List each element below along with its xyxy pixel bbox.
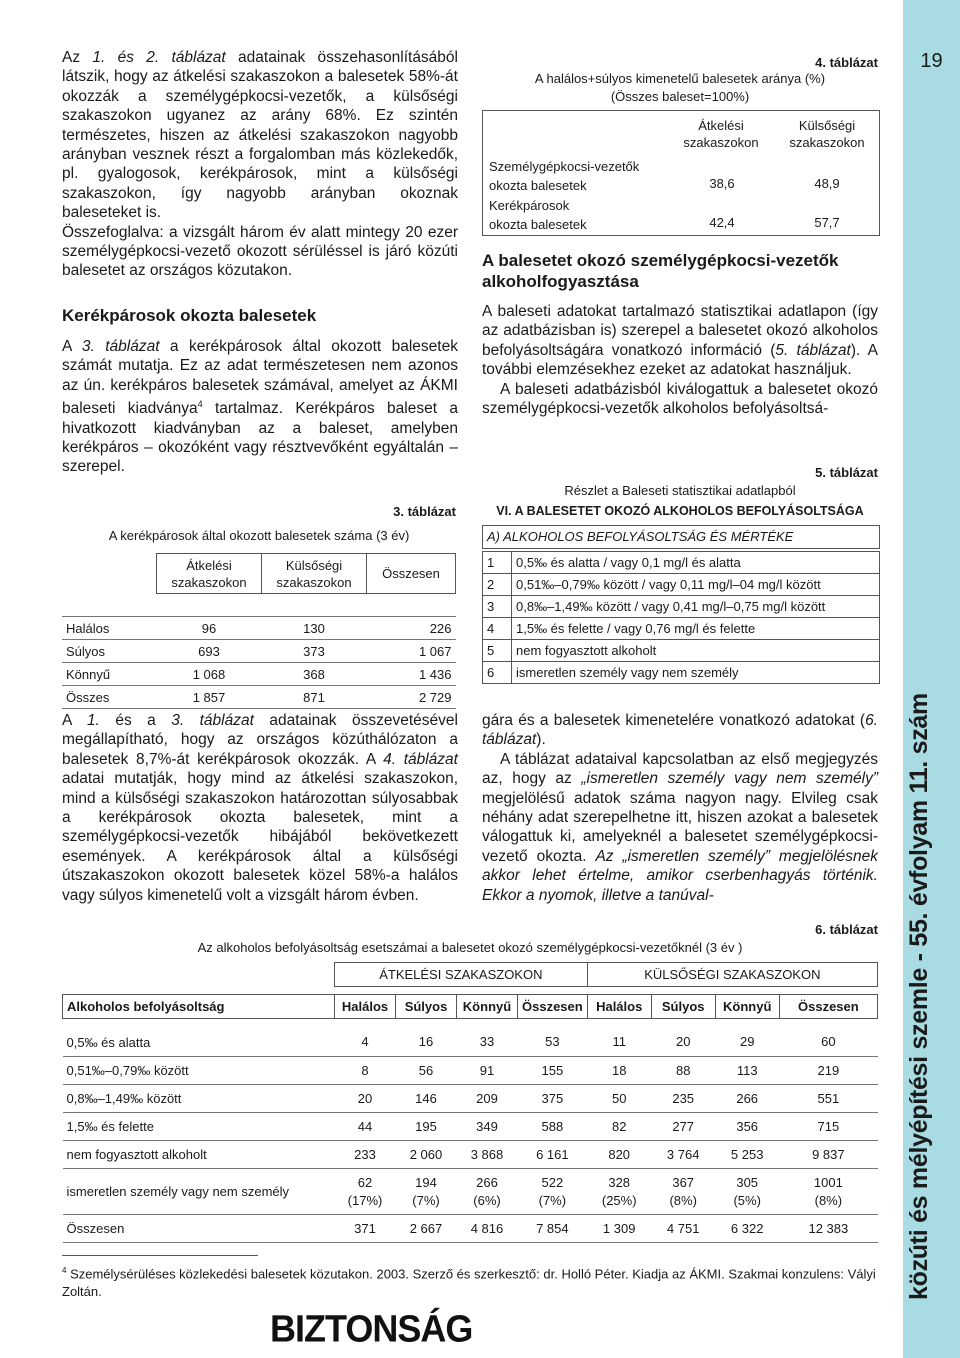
table-row [63,1169,878,1215]
table4-cell: 38,6 [709,176,735,191]
table6-group: KÜLSŐSÉGI SZAKASZOKON [587,963,877,987]
table6-cell: 375 [518,1085,588,1113]
table6-cell: 29 [715,1029,779,1057]
table6-cell: 522 (7%) [518,1169,588,1215]
table6-cell: 1001 (8%) [779,1169,877,1215]
table4-cell: 42,4 [709,215,735,230]
table6 [62,962,878,1243]
table6-row-label: 0,5‰ és alatta [63,1029,335,1057]
table6-cell: 1 309 [587,1215,651,1243]
table6-cell: 367 (8%) [651,1169,715,1215]
table3-header: Átkelési szakaszokon [157,554,262,594]
table6-cell: 233 [335,1141,396,1169]
table6-cell: 88 [651,1057,715,1085]
table6-cell: 18 [587,1057,651,1085]
table4-cell: 48,9 [814,176,840,191]
table-row: Súlyos 693 373 1 067 [62,640,456,663]
footnote-rule [62,1255,258,1256]
table6-cell: 266 (6%) [457,1169,518,1215]
table3-number: 3. táblázat [393,504,456,519]
table-row: Összes 1 857 871 2 729 [62,686,456,709]
paragraph: gára és a balesetek kimenetelére vonatkozó adatokat (6. táblázat). [482,712,878,749]
journal-title-vertical: közúti és mélyépítési szemle - 55. évfolyam 11. szám [905,693,933,1300]
table6-row-label: ismeretlen személy vagy nem személy [63,1169,335,1215]
table6-row-label: 0,51‰–0,79‰ között [63,1057,335,1085]
lower-left-paragraph [62,711,458,905]
table6-cell: 20 [335,1085,396,1113]
paragraph: A 3. táblázat a kerékpárosok által okozott balesetek számát mutatja. Ez az adat természetesen nem azonos az ún. kerékpáros balesetek számával, amelyet az ÁKMI baleseti kiadványa$^4$ tartalmaz. Kerékpáros baleset a hivatkozott kiadványban az a baleset, amelyben kerékpáros – okozóként vagy résztvevőként egyáltalán – szerepel. [62,337,458,476]
paragraph: A táblázat adataival kapcsolatban az első megjegyzés az, hogy az „ismeretlen személy vagy nem személy” megjelölésű adatok száma nagyon nagy. Elvileg csak néhány adat szerepelhetne itt, hiszen azokat a balesetek válogattuk ki, amelyeknél a balesetet személygépkocsi-vezető okozta. Az „ismeretlen személy” megjelölésnek akkor lehet értelme, amikor cserbenhagyás történik. Ekkor a nyomok, illetve a tanúval- [482,750,878,904]
paragraph: Az 1. és 2. táblázat adatainak összehasonlításából látszik, hogy az átkelési szakaszokon a balesetek 58%-át okozzák a személygépkocsi-vezetők, a külsőségi szakaszokon ugyanez az arány 68%. Ez szintén természetes, hiszen az átkelési szakaszokon nagyobb arányban vesznek részt a forgalomban más közlekedők, pl. gyalogosok, kerékpárosok, mint a külsőségi szakaszokon, így nagyobb arányban okoznak baleseteket is. [62,49,458,222]
table6-cell: 33 [457,1029,518,1057]
table6-cell: 20 [651,1029,715,1057]
table4-cell: 57,7 [814,215,840,230]
table6-row-label: nem fogyasztott alkoholt [63,1141,335,1169]
table6-cell: 4 [335,1029,396,1057]
table6-cell: 305 (5%) [715,1169,779,1215]
table4-header: Külsőségi szakaszokon [789,118,865,150]
table-row: 4 1,5‰ és felette / vagy 0,76 mg/l és felette [483,618,880,640]
table6-number: 6. táblázat [815,922,878,937]
table6-title: Az alkoholos befolyásoltság esetszámai a balesetet okozó személygépkocsi-vezetőknél (3 év ) [197,940,743,955]
table6-cell: 219 [779,1057,877,1085]
table6-cell: 266 [715,1085,779,1113]
section-heading: A balesetet okozó személygépkocsi-vezetők alkoholfogyasztása [482,251,839,291]
table4-title: A halálos+súlyos kimenetelű balesetek aránya (%) [534,71,826,86]
table6-cell: 235 [651,1085,715,1113]
table6-cell: 53 [518,1029,588,1057]
table6-cell: 12 383 [779,1215,877,1243]
table6-cell: 60 [779,1029,877,1057]
paragraph: A baleseti adatokat tartalmazó statisztikai adatlapon (így az adatbázisban is) szerepel a balesetet okozó alkoholos befolyásoltságára vonatkozó információ (5. táblázat). A további elemzésekhez ezeket az adatokat használjuk. [482,303,878,379]
table6-row-label: 1,5‰ és felette [63,1113,335,1141]
table6-cell: 9 837 [779,1141,877,1169]
table5-title: Részlet a Baleseti statisztikai adatlapból [564,483,796,498]
table6-cell: 820 [587,1141,651,1169]
table6-cell: 2 667 [396,1215,457,1243]
table6-cell: 195 [396,1113,457,1141]
table5 [482,551,880,684]
table-row: Halálos 96 130 226 [62,617,456,640]
table-row: 5 nem fogyasztott alkoholt [483,640,880,662]
table6-row-label: Összesen [63,1215,335,1243]
table6-cell: 56 [396,1057,457,1085]
table4-header: Átkelési szakaszokon [683,118,759,150]
table6-cell: 4 816 [457,1215,518,1243]
table6-cell: 4 751 [651,1215,715,1243]
table-row [63,1113,878,1141]
table-row: 2 0,51‰–0,79‰ között / vagy 0,11 mg/l–04 mg/l között [483,574,880,596]
table6-cell: 588 [518,1113,588,1141]
table5-number: 5. táblázat [815,465,878,480]
table6-cell: 194 (7%) [396,1169,457,1215]
table-row [63,1085,878,1113]
table6-cell: 155 [518,1057,588,1085]
table6-cell: 11 [587,1029,651,1057]
table6-header-row: Alkoholos befolyásoltság Halálos Súlyos Könnyű Összesen Halálos Súlyos Könnyű Összesen [63,995,878,1019]
table6-cell: 6 322 [715,1215,779,1243]
table6-row-label: 0,8‰–1,49‰ között [63,1085,335,1113]
table6-cell: 277 [651,1113,715,1141]
table4-number: 4. táblázat [815,55,878,70]
table6-cell: 50 [587,1085,651,1113]
table6-cell: 209 [457,1085,518,1113]
table6-cell: 82 [587,1113,651,1141]
table-row: 3 0,8‰–1,49‰ között / vagy 0,41 mg/l–0,75 mg/l között [483,596,880,618]
table-row [63,1141,878,1169]
paragraph: A baleseti adatbázisból kiválogattuk a balesetet okozó személygépkocsi-vezetők alkoholos befolyásoltsá- [482,380,878,418]
table6-cell: 5 253 [715,1141,779,1169]
table6-cell: 91 [457,1057,518,1085]
table-row: 1 0,5‰ és alatta / vagy 0,1 mg/l és alatta [483,552,880,574]
table6-cell: 16 [396,1029,457,1057]
table6-cell: 551 [779,1085,877,1113]
table-row: 6 ismeretlen személy vagy nem személy [483,662,880,684]
table4 [482,110,880,236]
table3-header: Külsőségi szakaszokon [262,554,367,594]
table6-cell: 62 (17%) [335,1169,396,1215]
table6-cell: 715 [779,1113,877,1141]
table-row [63,1057,878,1085]
table6-cell: 328 (25%) [587,1169,651,1215]
table-row [63,1029,878,1057]
table4-subtitle: (Összes baleset=100%) [610,89,750,104]
table6-cell: 146 [396,1085,457,1113]
table5-subsection: A) ALKOHOLOS BEFOLYÁSOLTSÁG ÉS MÉRTÉKE [482,525,880,549]
table6-cell: 3 868 [457,1141,518,1169]
table6-cell: 349 [457,1113,518,1141]
page-number: 19 [920,50,943,72]
table4-row-label: Személygépkocsi-vezetők okozta balesetek [489,159,640,193]
paragraph: A 1. és a 3. táblázat adatainak összevetésével megállapítható, hogy az országos közúthálózaton a balesetek 8,7%-át kerékpárosok okozzák. A 4. táblázat adatai mutatják, hogy mind az átkelési szakaszokon, mind a külsőségi szakaszokon határozottan súlyosabbak a kerékpárosok okozta balesetek, mint a személygépkocsi-vezetők hibájából bekövetkezett események. A kerékpárosok által a külsőségi útszakaszokon okozott balesetek közel 58%-a halálos vagy súlyos kimenetelű volt a vizsgált három évben. [62,712,458,904]
table6-cell: 2 060 [396,1141,457,1169]
table-row [63,1215,878,1243]
table6-cell: 6 161 [518,1141,588,1169]
table6-cell: 3 764 [651,1141,715,1169]
table3-title: A kerékpárosok által okozott balesetek száma (3 év) [108,528,410,543]
table-row: Könnyű 1 068 368 1 436 [62,663,456,686]
footnote: $^4$ Személysérüléses közlekedési balesetek közutakon. 2003. Szerző és szerkesztő: dr. Holló Péter. Kiadja az ÁKMI. Szakmai konzulens: Vályi Zoltán. [62,1266,876,1300]
left-column-top [62,48,458,477]
table5-section: VI. A BALESETET OKOZÓ ALKOHOLOS BEFOLYÁSOLTSÁGA [496,504,864,518]
section-heading: Kerékpárosok okozta balesetek [62,305,317,325]
table6-group: ÁTKELÉSI SZAKASZOKON [335,963,588,987]
table6-cell: 8 [335,1057,396,1085]
table6-cell: 44 [335,1113,396,1141]
table3 [62,553,456,709]
table6-cell: 113 [715,1057,779,1085]
table4-row-label: Kerékpárosok okozta balesetek [489,198,587,232]
paragraph: Összefoglalva: a vizsgált három év alatt mintegy 20 ezer személygépkocsi-vezető okozott sérüléssel is járó közúti balesetet az országos közutakon. [62,223,458,280]
table6-cell: 356 [715,1113,779,1141]
table3-header: Összesen [367,554,456,594]
section-footer: BIZTONSÁG [270,1306,473,1350]
right-column-top [482,250,878,418]
table6-cell: 371 [335,1215,396,1243]
table6-cell: 7 854 [518,1215,588,1243]
lower-right-paragraph [482,711,878,905]
